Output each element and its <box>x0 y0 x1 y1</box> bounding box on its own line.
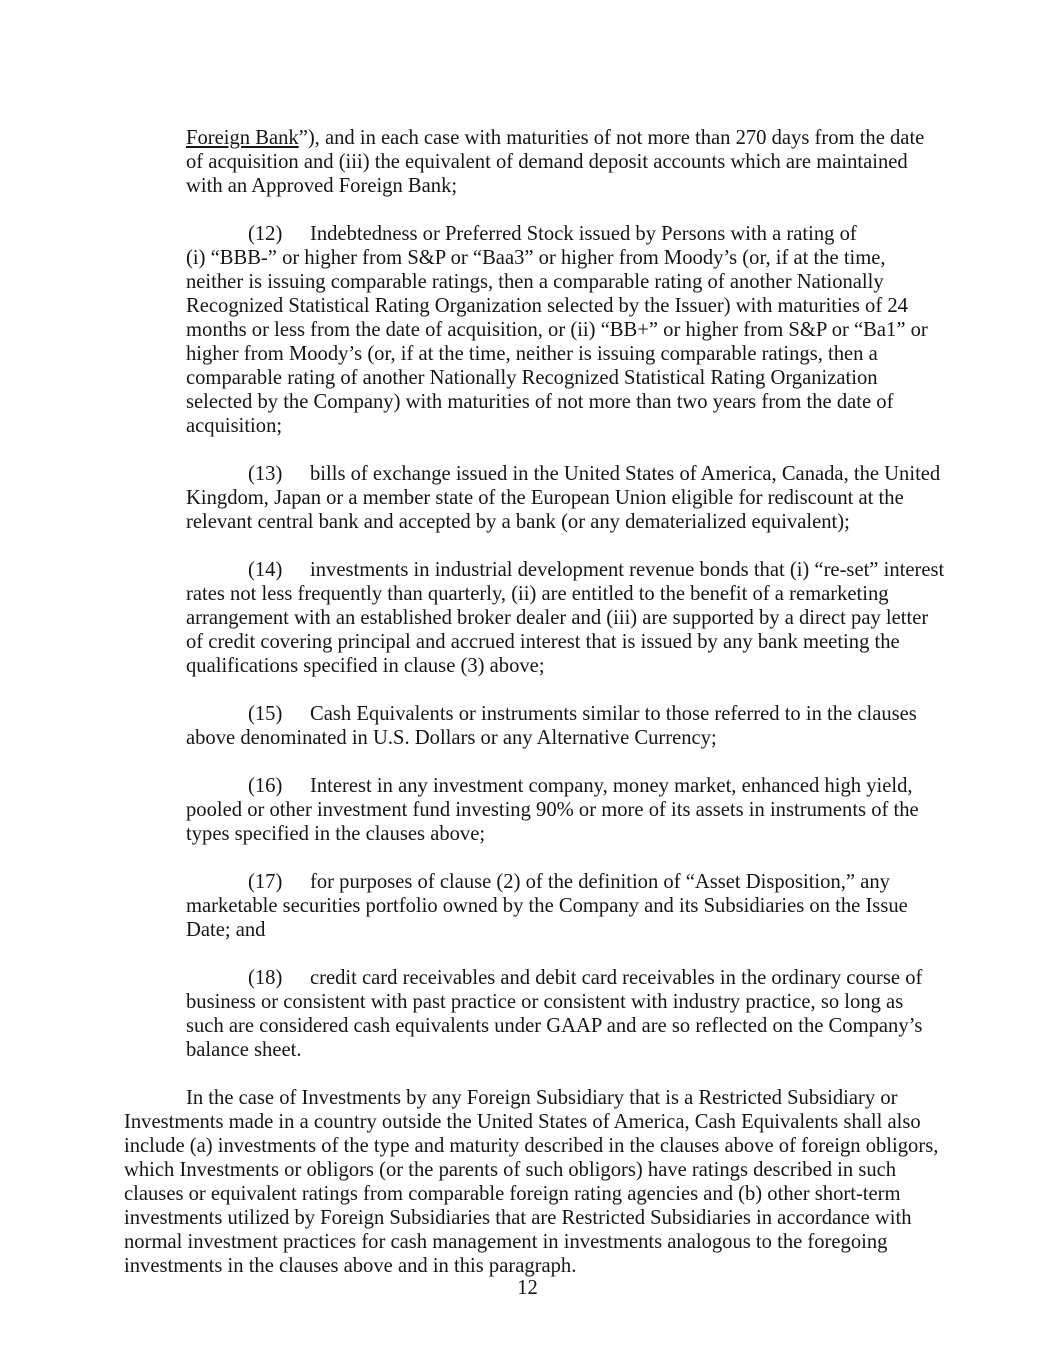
clause-text: for purposes of clause (2) of the definition of “Asset Disposition,” any marketable securities portfolio owned by the Company and its Subsidiaries on the Issue Date; and <box>186 871 908 941</box>
clause-text: bills of exchange issued in the United States of America, Canada, the United Kingdom, Japan or a member state of the European Union eligible for rediscount at the relevant central bank and accepted by a bank (or any dematerialized equivalent); <box>186 463 941 533</box>
body-paragraph <box>124 1086 945 1278</box>
clause-number: (13) <box>248 463 283 485</box>
clause-paragraph <box>186 462 945 534</box>
clause-number: (15) <box>248 703 283 725</box>
clause-text: investments in industrial development revenue bonds that (i) “re-set” interest rates not less frequently than quarterly, (ii) are entitled to the benefit of a remarketing arrangement with an established broker dealer and (iii) are supported by a direct pay letter of credit covering principal and accrued interest that is issued by any bank meeting the qualifications specified in clause (3) above; <box>186 559 945 677</box>
clause-paragraph <box>186 774 945 846</box>
clause-number: (14) <box>248 559 283 581</box>
paragraph-text: In the case of Investments by any Foreign Subsidiary that is a Restricted Subsidiary or Investments made in a country outside the United States of America, Cash Equivalents shall also include (a) investments of the type and maturity described in the clauses above of foreign obligors, which Investments or obligors (or the parents of such obligors) have ratings described in such clauses or equivalent ratings from comparable foreign rating agencies and (b) other short-term investments utilized by Foreign Subsidiaries that are Restricted Subsidiaries in accordance with normal investment practices for cash management in investments analogous to the foregoing investments in the clauses above and in this paragraph. <box>124 1087 939 1277</box>
clause-paragraph <box>186 870 945 942</box>
clause-text: credit card receivables and debit card receivables in the ordinary course of business or consistent with past practice or consistent with industry practice, so long as such are considered cash equivalents under GAAP and are so reflected on the Company’s balance sheet. <box>186 967 923 1061</box>
clause-text: Cash Equivalents or instruments similar to those referred to in the clauses above denominated in U.S. Dollars or any Alternative Currency; <box>186 703 917 749</box>
clause-number: (17) <box>248 871 283 893</box>
clause-number: (12) <box>248 223 283 245</box>
underlined-defined-term: Foreign Bank <box>186 127 299 149</box>
clause-paragraph <box>186 558 945 678</box>
continuation-paragraph <box>186 126 945 198</box>
clause-paragraph <box>186 966 945 1062</box>
clause-number: (18) <box>248 967 283 989</box>
paragraph-text: ”), and in each case with maturities of not more than 270 days from the date of acquisition and (iii) the equivalent of demand deposit accounts which are maintained with an Approved Foreign Bank; <box>186 127 925 197</box>
clause-number: (16) <box>248 775 283 797</box>
clause-text: Indebtedness or Preferred Stock issued by Persons with a rating of (i) “BBB-” or higher from S&P or “Baa3” or higher from Moody’s (or, if at the time, neither is issuing comparable ratings, then a comparable rating of another Nationally Recognized Statistical Rating Organization selected by the Issuer) with maturities of 24 months or less from the date of acquisition, or (ii) “BB+” or higher from S&P or “Ba1” or higher from Moody’s (or, if at the time, neither is issuing comparable ratings, then a comparable rating of another Nationally Recognized Statistical Rating Organization selected by the Company) with maturities of not more than two years from the date of acquisition; <box>186 223 928 437</box>
page-number: 12 <box>517 1277 538 1299</box>
clause-paragraph <box>186 222 945 438</box>
clause-text: Interest in any investment company, money market, enhanced high yield, pooled or other investment fund investing 90% or more of its assets in instruments of the types specified in the clauses above; <box>186 775 919 845</box>
clause-paragraph <box>186 702 945 750</box>
document-body <box>124 126 945 1302</box>
